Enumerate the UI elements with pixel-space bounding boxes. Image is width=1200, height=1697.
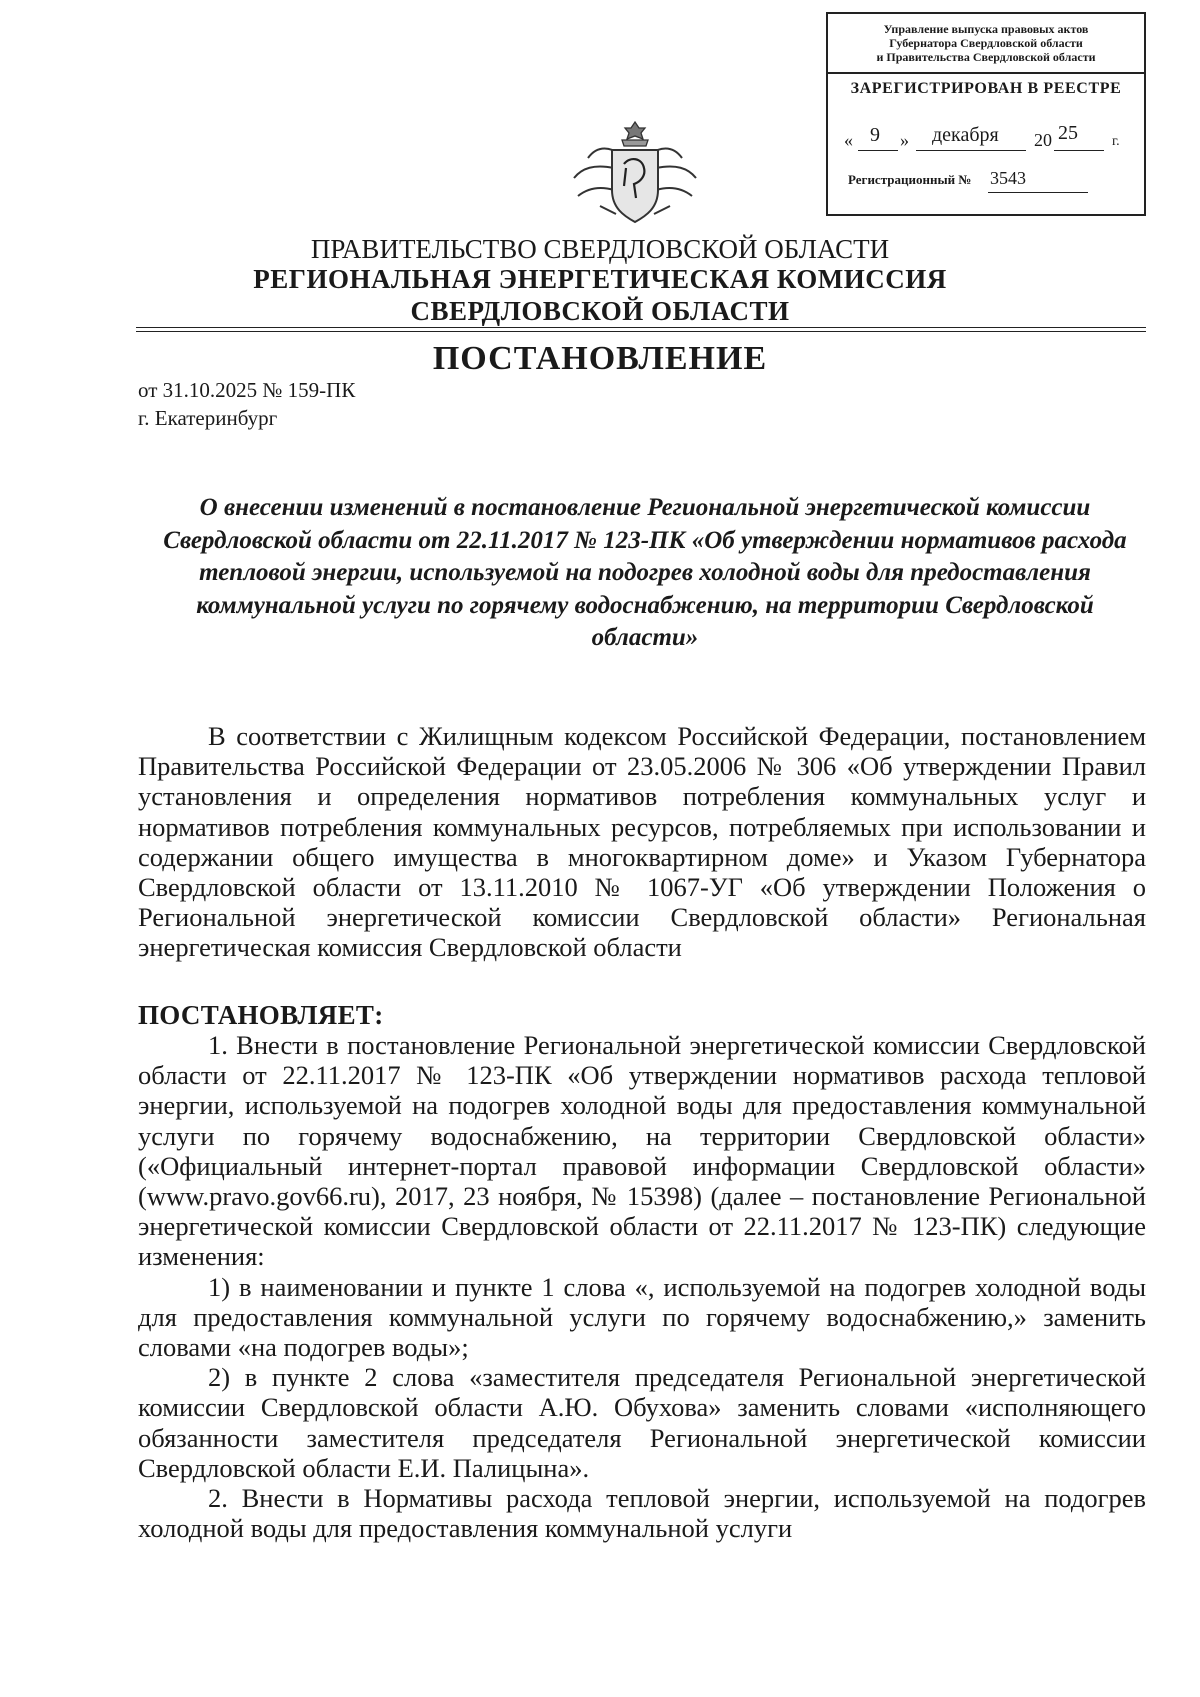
document-city: г. Екатеринбург (138, 406, 278, 430)
header-divider (136, 331, 1146, 332)
preamble-paragraph (138, 721, 1146, 963)
stamp-header-line: Управление выпуска правовых актов (883, 22, 1089, 36)
stamp-day: 9 (870, 124, 880, 146)
document-type: ПОСТАНОВЛЕНИЕ (432, 340, 768, 377)
stamp-quote-close: » (900, 130, 909, 150)
stamp-reg-number: 3543 (990, 168, 1026, 188)
item-1-subitem-1: 1) в наименовании и пункте 1 слова «, используемой на подогрев холодной воды для предоставления коммунальной услуги по горячему водоснабжению,» заменить словами «на подогрев воды»; (138, 1271, 1146, 1363)
stamp-year-suffix: 25 (1058, 122, 1078, 144)
stamp-month: декабря (932, 124, 999, 146)
stamp-header (828, 14, 1144, 74)
header-divider (136, 327, 1146, 328)
stamp-title: ЗАРЕГИСТРИРОВАН В РЕЕСТРЕ (850, 80, 1122, 97)
decree-items (138, 1030, 1146, 1543)
stamp-year-mark: г. (1112, 134, 1120, 149)
document-date-number: от 31.10.2025 № 159-ПК (138, 378, 356, 402)
government-name: ПРАВИТЕЛЬСТВО СВЕРДЛОВСКОЙ ОБЛАСТИ (310, 234, 890, 264)
preamble-text: В соответствии с Жилищным кодексом Российской Федерации, постановлением Правительства Российской Федерации от 23.05.2006 № 306 «Об утверждении Правил установления и определения нормативов потребления коммунальных услуг и нормативов потребления коммунальных ресурсов, потребляемых при использовании и содержании общего имущества в многоквартирном доме» и Указом Губернатора Свердловской области от 13.11.2010 № 1067-УГ «Об утверждении Положения о Региональной энергетической комиссии Свердловской области» Региональная энергетическая комиссия Свердловской области (138, 721, 1146, 963)
stamp-year-prefix: 20 (1034, 130, 1052, 150)
item-1-subitem-2: 2) в пункте 2 слова «заместителя председателя Региональной энергетической комиссии Свердловской области А.Ю. Обухова» заменить словами «исполняющего обязанности заместителя председателя Региональной энергетической комиссии Свердловской области Е.И. Палицына». (138, 1362, 1146, 1483)
item-1: 1. Внести в постановление Региональной энергетической комиссии Свердловской области от 22.11.2017 № 123-ПК «Об утверждении нормативов расхода тепловой энергии, используемой на подогрев холодной воды для предоставления коммунальной услуги по горячему водоснабжению, на территории Свердловской области» («Официальный интернет-портал правовой информации Свердловской области» (www.pravo.gov66.ru), 2017, 23 ноября, № 15398) (далее – постановление Региональной энергетической комиссии Свердловской области от 22.11.2017 № 123-ПК) следующие изменения: (138, 1030, 1146, 1272)
stamp-reg-label: Регистрационный № (848, 172, 972, 187)
stamp-date-row (840, 124, 1140, 154)
decree-heading: ПОСТАНОВЛЯЕТ: (138, 1000, 384, 1030)
stamp-quote-open: « (844, 130, 853, 150)
document-title: О внесении изменений в постановление Региональной энергетической комиссии Свердловской области от 22.11.2017 № 123-ПК «Об утверждении нормативов расхода тепловой энергии, используемой на подогрев холодной воды для предоставления коммунальной услуги по горячему водоснабжению, на территории Свердловской области» (163, 494, 1127, 651)
stamp-header-line: и Правительства Свердловской области (876, 50, 1096, 64)
item-2: 2. Внести в Нормативы расхода тепловой энергии, используемой на подогрев холодной воды для предоставления коммунальной услуги (138, 1483, 1146, 1544)
coat-of-arms-icon (560, 118, 710, 228)
registration-stamp (826, 12, 1146, 216)
stamp-header-line: Губернатора Свердловской области (889, 36, 1083, 50)
commission-name-line1: РЕГИОНАЛЬНАЯ ЭНЕРГЕТИЧЕСКАЯ КОМИССИЯ (253, 264, 947, 294)
commission-name-line2: СВЕРДЛОВСКОЙ ОБЛАСТИ (410, 296, 790, 326)
